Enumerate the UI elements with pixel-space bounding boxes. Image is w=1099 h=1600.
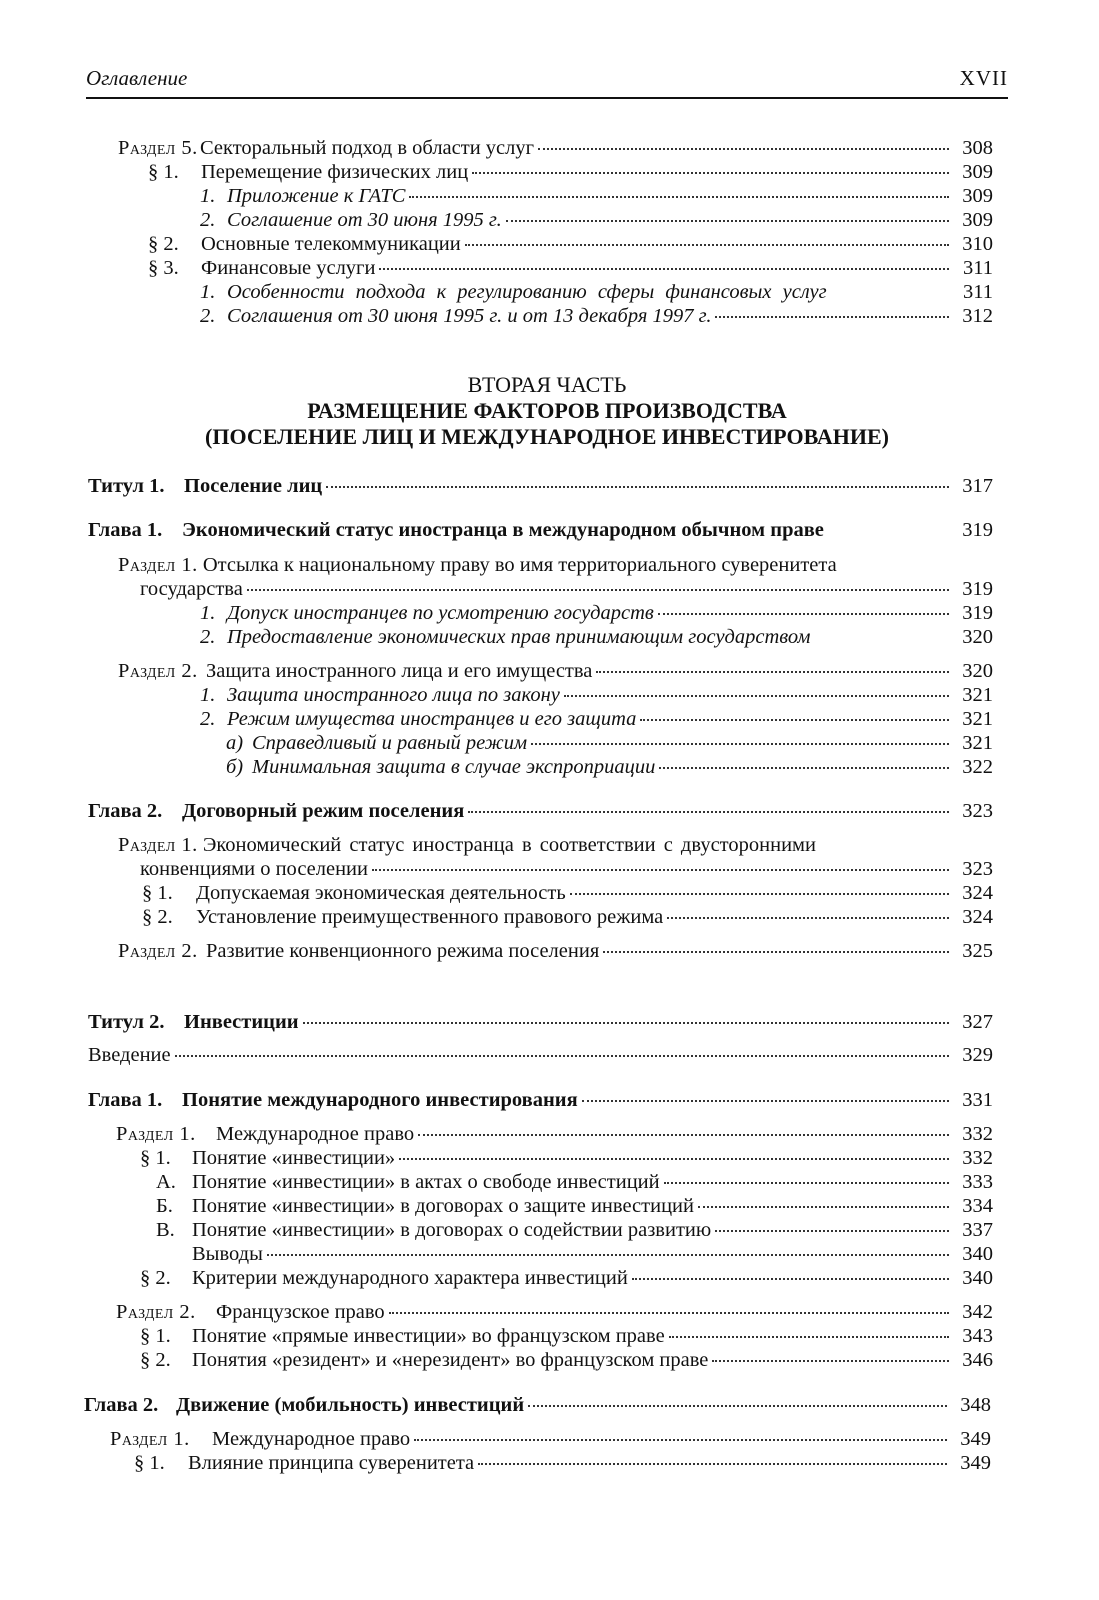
page-ref: 317 <box>962 475 993 497</box>
page-ref: 311 <box>963 257 993 279</box>
leader-dots <box>372 869 949 871</box>
leader-dots <box>468 811 949 813</box>
leader-dots <box>538 148 949 150</box>
page-ref: 322 <box>962 756 993 778</box>
page-ref: 349 <box>960 1428 991 1450</box>
page-ref: 310 <box>962 233 993 255</box>
leader-dots <box>465 244 949 246</box>
header-page-number: XVII <box>959 66 1008 90</box>
leader-dots <box>658 613 949 615</box>
toc-entry-section-line1[interactable]: Раздел 1. Отсылка к национальному праву во имя территориального суверенитета <box>118 554 837 576</box>
page-ref: 309 <box>962 209 993 231</box>
leader-dots <box>596 671 949 673</box>
toc-entry-paragraph[interactable]: § 1. Перемещение физических лиц 309 <box>148 161 993 183</box>
leader-dots <box>712 1360 949 1362</box>
toc-entry-title[interactable]: Титул 1. Поселение лиц 317 <box>88 475 993 497</box>
page-ref: 342 <box>962 1301 993 1323</box>
page-ref: 329 <box>962 1044 993 1066</box>
toc-entry-chapter[interactable]: Глава 2. Договорный режим поселения 323 <box>88 800 993 822</box>
toc-entry-section-line2[interactable]: государства 319 <box>140 578 993 600</box>
page-ref: 319 <box>962 578 993 600</box>
page-ref: 321 <box>962 732 993 754</box>
toc-entry-section[interactable]: Раздел 1. Международное право 332 <box>116 1123 993 1145</box>
toc-entry-item[interactable]: 2. Соглашения от 30 июня 1995 г. и от 13 декабря 1997 г. 312 <box>200 305 993 327</box>
toc-entry-item[interactable]: Выводы 340 <box>192 1243 993 1265</box>
toc-entry-item[interactable]: 1. Защита иностранного лица по закону 321 <box>200 684 993 706</box>
page-ref: 333 <box>962 1171 993 1193</box>
toc-entry-item[interactable]: 2. Режим имущества иностранцев и его защита 321 <box>200 708 993 730</box>
leader-dots <box>715 1230 949 1232</box>
page-ref: 325 <box>962 940 993 962</box>
page-ref: 308 <box>962 137 993 159</box>
leader-dots <box>409 196 949 198</box>
toc-entry-section[interactable]: Раздел 2. Французское право 342 <box>116 1301 993 1323</box>
leader-dots <box>632 1278 949 1280</box>
leader-dots <box>582 1100 949 1102</box>
part-title: РАЗМЕЩЕНИЕ ФАКТОРОВ ПРОИЗВОДСТВА <box>307 398 787 423</box>
leader-dots <box>399 1158 949 1160</box>
leader-dots <box>506 220 949 222</box>
page-ref: 321 <box>962 684 993 706</box>
toc-entry-section[interactable]: Раздел 5. Секторальный подход в области услуг 308 <box>118 137 993 159</box>
toc-entry-paragraph[interactable]: § 1. Влияние принципа суверенитета 349 <box>134 1452 991 1474</box>
page-ref: 332 <box>962 1147 993 1169</box>
toc-entry-chapter[interactable]: Глава 1. Экономический статус иностранца в международном обычном праве 319 <box>88 519 993 541</box>
page-ref: 340 <box>962 1243 993 1265</box>
leader-dots <box>379 268 949 270</box>
toc-entry-item[interactable]: 1. Особенности подхода к регулированию сферы финансовых услуг 311 <box>200 281 993 303</box>
leader-dots <box>175 1055 949 1057</box>
page-ref: 349 <box>960 1452 991 1474</box>
page-ref: 319 <box>962 519 993 541</box>
toc-entry-section[interactable]: Раздел 1. Международное право 349 <box>110 1428 991 1450</box>
toc-entry-title[interactable]: Титул 2. Инвестиции 327 <box>88 1011 993 1033</box>
page-ref: 324 <box>962 906 993 928</box>
toc-entry-item[interactable]: Б. Понятие «инвестиции» в договорах о защите инвестиций 334 <box>156 1195 993 1217</box>
page-ref: 323 <box>962 800 993 822</box>
toc-entry-item[interactable]: 2. Предоставление экономических прав принимающим государством 320 <box>200 626 993 648</box>
page-ref: 324 <box>962 882 993 904</box>
leader-dots <box>478 1463 947 1465</box>
toc-entry-paragraph[interactable]: § 3. Финансовые услуги 311 <box>148 257 993 279</box>
toc-entry-item[interactable]: В. Понятие «инвестиции» в договорах о содействии развитию 337 <box>156 1219 993 1241</box>
page-ref: 319 <box>962 602 993 624</box>
leader-dots <box>640 719 949 721</box>
leader-dots <box>570 893 949 895</box>
page-ref: 332 <box>962 1123 993 1145</box>
toc-entry-subitem[interactable]: а) Справедливый и равный режим 321 <box>226 732 993 754</box>
leader-dots <box>414 1439 947 1441</box>
toc-entry-paragraph[interactable]: § 1. Понятие «инвестиции» 332 <box>140 1147 993 1169</box>
leader-dots <box>669 1336 949 1338</box>
toc-entry-chapter[interactable]: Глава 1. Понятие международного инвестирования 331 <box>88 1089 993 1111</box>
page-ref: 340 <box>962 1267 993 1289</box>
leader-dots <box>531 743 949 745</box>
toc-entry-section[interactable]: Раздел 2. Развитие конвенционного режима поселения 325 <box>118 940 993 962</box>
leader-dots <box>267 1254 949 1256</box>
page-ref: 327 <box>962 1011 993 1033</box>
page-ref: 337 <box>962 1219 993 1241</box>
leader-dots <box>247 589 949 591</box>
toc-entry-item[interactable]: 2. Соглашение от 30 июня 1995 г. 309 <box>200 209 993 231</box>
page-ref: 320 <box>962 660 993 682</box>
page-ref: 309 <box>962 161 993 183</box>
leader-dots <box>664 1182 949 1184</box>
toc-entry-section[interactable]: Раздел 2. Защита иностранного лица и его имущества 320 <box>118 660 993 682</box>
leader-dots <box>564 695 949 697</box>
toc-entry-paragraph[interactable]: § 2. Установление преимущественного правового режима 324 <box>142 906 993 928</box>
page-ref: 331 <box>962 1089 993 1111</box>
toc-entry-paragraph[interactable]: § 2. Понятия «резидент» и «нерезидент» во французском праве 346 <box>140 1349 993 1371</box>
leader-dots <box>667 917 949 919</box>
page-ref: 323 <box>962 858 993 880</box>
part-label: ВТОРАЯ ЧАСТЬ <box>467 372 627 397</box>
page-ref: 334 <box>962 1195 993 1217</box>
page-ref: 348 <box>960 1394 991 1416</box>
leader-dots <box>326 486 949 488</box>
toc-entry-item[interactable]: 1. Допуск иностранцев по усмотрению государств 319 <box>200 602 993 624</box>
leader-dots <box>472 172 949 174</box>
toc-entry-paragraph[interactable]: § 1. Понятие «прямые инвестиции» во французском праве 343 <box>140 1325 993 1347</box>
header-title: Оглавление <box>86 66 188 90</box>
leader-dots <box>418 1134 949 1136</box>
toc-entry-section-line2[interactable]: конвенциями о поселении 323 <box>140 858 993 880</box>
toc-entry-paragraph[interactable]: § 2. Основные телекоммуникации 310 <box>148 233 993 255</box>
page-ref: 320 <box>962 626 993 648</box>
leader-dots <box>698 1206 949 1208</box>
leader-dots <box>389 1312 949 1314</box>
page-ref: 346 <box>962 1349 993 1371</box>
leader-dots <box>603 951 949 953</box>
page-ref: 312 <box>962 305 993 327</box>
part-subtitle: (ПОСЕЛЕНИЕ ЛИЦ И МЕЖДУНАРОДНОЕ ИНВЕСТИРОВАНИЕ) <box>205 424 889 449</box>
toc-entry-section-line1[interactable]: Раздел 1. Экономический статус иностранца в соответствии с двусторонними <box>118 834 816 856</box>
toc-entry-paragraph[interactable]: § 2. Критерии международного характера инвестиций 340 <box>140 1267 993 1289</box>
page-ref: 321 <box>962 708 993 730</box>
toc-entry-chapter[interactable]: Глава 2. Движение (мобильность) инвестиций 348 <box>84 1394 991 1416</box>
toc-entry-introduction[interactable]: Введение 329 <box>88 1044 993 1066</box>
leader-dots <box>715 316 949 318</box>
toc-entry-subitem[interactable]: б) Минимальная защита в случае экспроприации 322 <box>226 756 993 778</box>
page-ref: 309 <box>962 185 993 207</box>
leader-dots <box>659 767 949 769</box>
toc-entry-item[interactable]: А. Понятие «инвестиции» в актах о свободе инвестиций 333 <box>156 1171 993 1193</box>
page-ref: 343 <box>962 1325 993 1347</box>
toc-entry-paragraph[interactable]: § 1. Допускаемая экономическая деятельность 324 <box>142 882 993 904</box>
leader-dots <box>528 1405 947 1407</box>
leader-dots <box>303 1022 949 1024</box>
page-ref: 311 <box>963 281 993 303</box>
toc-entry-item[interactable]: 1. Приложение к ГАТС 309 <box>200 185 993 207</box>
